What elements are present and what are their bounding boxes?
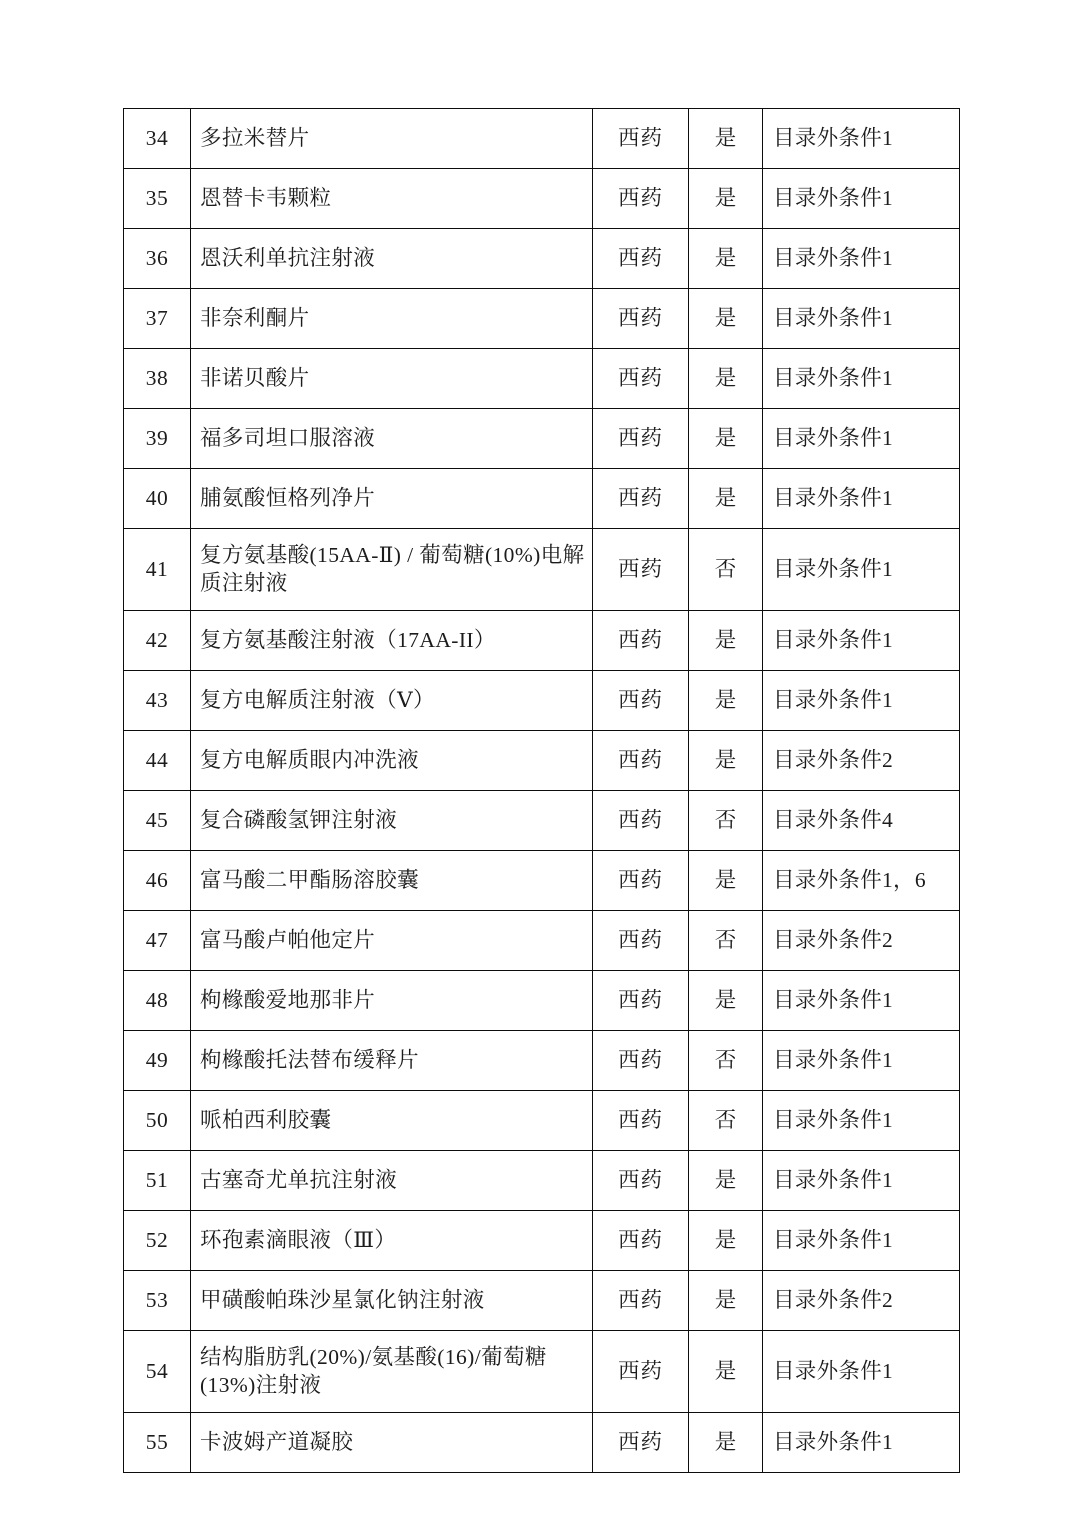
drug-name-cell: 枸橼酸托法替布缓释片 — [191, 1031, 593, 1091]
row-index-cell: 34 — [124, 109, 191, 169]
drug-category-cell: 西药 — [593, 1331, 689, 1413]
condition-note-cell: 目录外条件1 — [763, 1331, 960, 1413]
coverage-flag-cell: 是 — [689, 1331, 763, 1413]
drug-category-cell: 西药 — [593, 1413, 689, 1473]
table-row — [124, 109, 960, 169]
drug-name-cell: 多拉米替片 — [191, 109, 593, 169]
condition-note-cell: 目录外条件1 — [763, 1031, 960, 1091]
coverage-flag-cell: 是 — [689, 289, 763, 349]
drug-category-cell: 西药 — [593, 911, 689, 971]
condition-note-cell: 目录外条件2 — [763, 1271, 960, 1331]
row-index-cell: 51 — [124, 1151, 191, 1211]
drug-name-cell: 非诺贝酸片 — [191, 349, 593, 409]
table-row — [124, 911, 960, 971]
coverage-flag-cell: 是 — [689, 971, 763, 1031]
condition-note-cell: 目录外条件1 — [763, 349, 960, 409]
drug-name-cell: 枸橼酸爱地那非片 — [191, 971, 593, 1031]
coverage-flag-cell: 否 — [689, 911, 763, 971]
drug-name-cell: 脯氨酸恒格列净片 — [191, 469, 593, 529]
condition-note-cell: 目录外条件2 — [763, 731, 960, 791]
row-index-cell: 43 — [124, 671, 191, 731]
table-row — [124, 469, 960, 529]
table-row — [124, 349, 960, 409]
drug-category-cell: 西药 — [593, 671, 689, 731]
row-index-cell: 38 — [124, 349, 191, 409]
row-index-cell: 47 — [124, 911, 191, 971]
condition-note-cell: 目录外条件1 — [763, 1151, 960, 1211]
drug-name-cell: 卡波姆产道凝胶 — [191, 1413, 593, 1473]
drug-category-cell: 西药 — [593, 289, 689, 349]
drug-category-cell: 西药 — [593, 229, 689, 289]
condition-note-cell: 目录外条件1 — [763, 109, 960, 169]
table-row — [124, 731, 960, 791]
drug-name-cell: 恩沃利单抗注射液 — [191, 229, 593, 289]
table-row — [124, 1091, 960, 1151]
table-row — [124, 289, 960, 349]
drug-category-cell: 西药 — [593, 971, 689, 1031]
drug-name-cell: 结构脂肪乳(20%)/氨基酸(16)/葡萄糖(13%)注射液 — [191, 1331, 593, 1413]
drug-catalog-body — [124, 109, 960, 1473]
coverage-flag-cell: 否 — [689, 1031, 763, 1091]
drug-name-cell: 复方电解质眼内冲洗液 — [191, 731, 593, 791]
drug-category-cell: 西药 — [593, 109, 689, 169]
drug-name-cell: 富马酸二甲酯肠溶胶囊 — [191, 851, 593, 911]
drug-name-cell: 环孢素滴眼液（Ⅲ） — [191, 1211, 593, 1271]
drug-name-cell: 复方氨基酸注射液（17AA-II） — [191, 611, 593, 671]
table-row — [124, 791, 960, 851]
coverage-flag-cell: 是 — [689, 1271, 763, 1331]
table-row — [124, 1211, 960, 1271]
row-index-cell: 36 — [124, 229, 191, 289]
table-row — [124, 1271, 960, 1331]
coverage-flag-cell: 否 — [689, 1091, 763, 1151]
drug-category-cell: 西药 — [593, 1211, 689, 1271]
coverage-flag-cell: 否 — [689, 529, 763, 611]
row-index-cell: 40 — [124, 469, 191, 529]
drug-name-cell: 富马酸卢帕他定片 — [191, 911, 593, 971]
drug-category-cell: 西药 — [593, 169, 689, 229]
table-row — [124, 611, 960, 671]
coverage-flag-cell: 是 — [689, 611, 763, 671]
drug-name-cell: 古塞奇尤单抗注射液 — [191, 1151, 593, 1211]
drug-name-cell: 福多司坦口服溶液 — [191, 409, 593, 469]
condition-note-cell: 目录外条件1 — [763, 529, 960, 611]
condition-note-cell: 目录外条件1 — [763, 409, 960, 469]
drug-category-cell: 西药 — [593, 611, 689, 671]
drug-category-cell: 西药 — [593, 1271, 689, 1331]
condition-note-cell: 目录外条件1 — [763, 1413, 960, 1473]
table-row — [124, 409, 960, 469]
condition-note-cell: 目录外条件1 — [763, 289, 960, 349]
row-index-cell: 44 — [124, 731, 191, 791]
row-index-cell: 45 — [124, 791, 191, 851]
row-index-cell: 52 — [124, 1211, 191, 1271]
drug-name-cell: 复合磷酸氢钾注射液 — [191, 791, 593, 851]
drug-category-cell: 西药 — [593, 1151, 689, 1211]
table-row — [124, 229, 960, 289]
condition-note-cell: 目录外条件1 — [763, 469, 960, 529]
coverage-flag-cell: 是 — [689, 169, 763, 229]
drug-catalog-table — [123, 108, 960, 1473]
condition-note-cell: 目录外条件1 — [763, 971, 960, 1031]
condition-note-cell: 目录外条件1 — [763, 1091, 960, 1151]
drug-category-cell: 西药 — [593, 1031, 689, 1091]
row-index-cell: 55 — [124, 1413, 191, 1473]
coverage-flag-cell: 是 — [689, 409, 763, 469]
drug-name-cell: 复方氨基酸(15AA-Ⅱ) / 葡萄糖(10%)电解质注射液 — [191, 529, 593, 611]
drug-name-cell: 复方电解质注射液（Ⅴ） — [191, 671, 593, 731]
coverage-flag-cell: 是 — [689, 469, 763, 529]
drug-name-cell: 非奈利酮片 — [191, 289, 593, 349]
condition-note-cell: 目录外条件1 — [763, 169, 960, 229]
row-index-cell: 35 — [124, 169, 191, 229]
table-row — [124, 851, 960, 911]
table-row — [124, 971, 960, 1031]
drug-category-cell: 西药 — [593, 529, 689, 611]
drug-category-cell: 西药 — [593, 349, 689, 409]
drug-category-cell: 西药 — [593, 851, 689, 911]
drug-name-cell: 甲磺酸帕珠沙星氯化钠注射液 — [191, 1271, 593, 1331]
coverage-flag-cell: 是 — [689, 109, 763, 169]
condition-note-cell: 目录外条件4 — [763, 791, 960, 851]
drug-category-cell: 西药 — [593, 469, 689, 529]
condition-note-cell: 目录外条件1 — [763, 229, 960, 289]
coverage-flag-cell: 是 — [689, 1151, 763, 1211]
table-row — [124, 1331, 960, 1413]
table-row — [124, 169, 960, 229]
coverage-flag-cell: 是 — [689, 1413, 763, 1473]
coverage-flag-cell: 是 — [689, 851, 763, 911]
coverage-flag-cell: 是 — [689, 349, 763, 409]
row-index-cell: 50 — [124, 1091, 191, 1151]
table-row — [124, 671, 960, 731]
coverage-flag-cell: 否 — [689, 791, 763, 851]
condition-note-cell: 目录外条件1 — [763, 671, 960, 731]
drug-category-cell: 西药 — [593, 731, 689, 791]
row-index-cell: 49 — [124, 1031, 191, 1091]
drug-category-cell: 西药 — [593, 1091, 689, 1151]
coverage-flag-cell: 是 — [689, 229, 763, 289]
row-index-cell: 39 — [124, 409, 191, 469]
row-index-cell: 54 — [124, 1331, 191, 1413]
condition-note-cell: 目录外条件1 — [763, 611, 960, 671]
row-index-cell: 41 — [124, 529, 191, 611]
row-index-cell: 37 — [124, 289, 191, 349]
row-index-cell: 53 — [124, 1271, 191, 1331]
condition-note-cell: 目录外条件2 — [763, 911, 960, 971]
table-row — [124, 1151, 960, 1211]
row-index-cell: 48 — [124, 971, 191, 1031]
drug-category-cell: 西药 — [593, 409, 689, 469]
coverage-flag-cell: 是 — [689, 671, 763, 731]
row-index-cell: 46 — [124, 851, 191, 911]
drug-category-cell: 西药 — [593, 791, 689, 851]
table-row — [124, 1413, 960, 1473]
table-row — [124, 1031, 960, 1091]
drug-name-cell: 哌柏西利胶囊 — [191, 1091, 593, 1151]
drug-name-cell: 恩替卡韦颗粒 — [191, 169, 593, 229]
condition-note-cell: 目录外条件1 — [763, 1211, 960, 1271]
coverage-flag-cell: 是 — [689, 1211, 763, 1271]
condition-note-cell: 目录外条件1，6 — [763, 851, 960, 911]
row-index-cell: 42 — [124, 611, 191, 671]
table-row — [124, 529, 960, 611]
coverage-flag-cell: 是 — [689, 731, 763, 791]
